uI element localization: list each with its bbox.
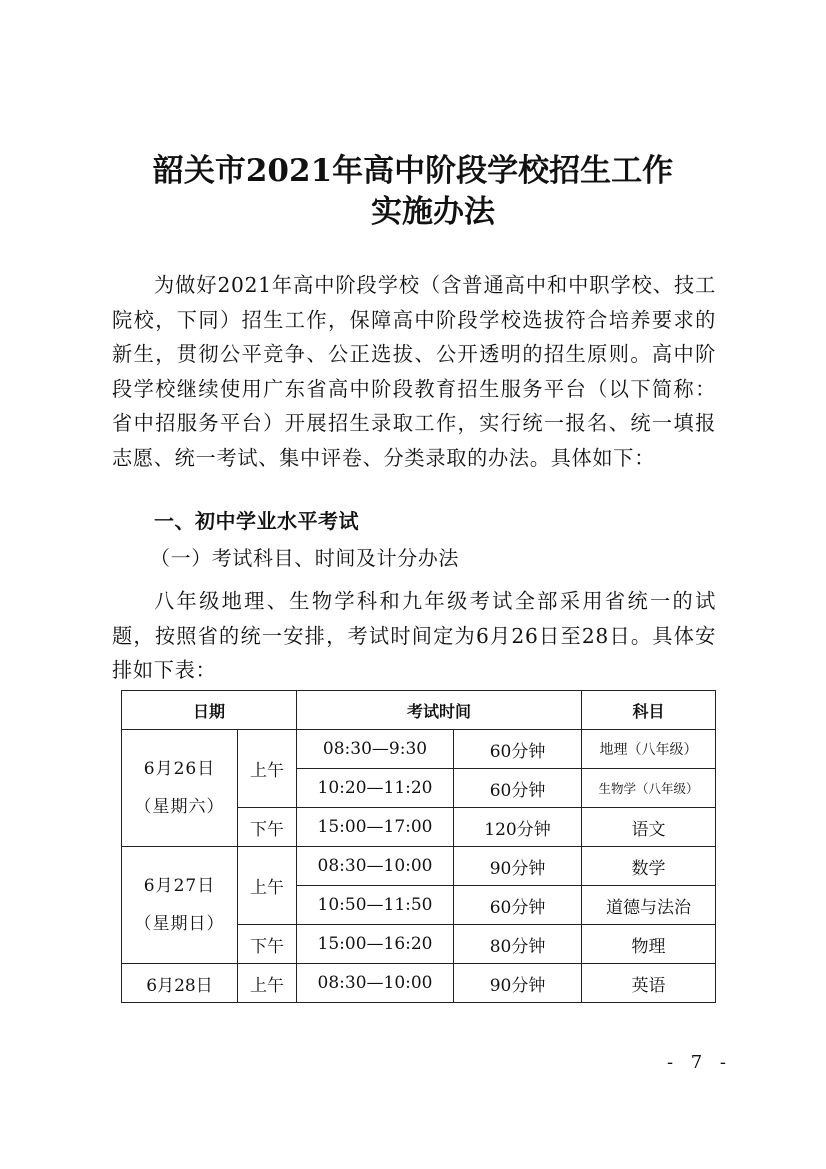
date-cell: 6月28日	[122, 964, 238, 1003]
document-title-line2: 实施办法	[371, 194, 495, 230]
header-date: 日期	[122, 691, 297, 730]
subject-cell: 语文	[582, 808, 716, 847]
period-am: 上午	[238, 964, 297, 1003]
header-subject: 科目	[582, 691, 716, 730]
subject-cell: 道德与法治	[582, 886, 716, 925]
time-cell: 10:20—11:20	[297, 769, 454, 808]
header-exam-time: 考试时间	[297, 691, 582, 730]
time-cell: 08:30—10:00	[297, 964, 454, 1003]
time-cell: 10:50—11:50	[297, 886, 454, 925]
date-label: 6月27日	[143, 876, 216, 896]
date-cell	[122, 730, 238, 847]
table-row	[122, 730, 716, 769]
subject-cell: 物理	[582, 925, 716, 964]
period-am: 上午	[238, 847, 297, 925]
exam-schedule-table	[121, 690, 716, 1003]
period-am: 上午	[238, 730, 297, 808]
duration-cell: 60分钟	[454, 769, 582, 808]
date-label: 6月26日	[143, 759, 216, 779]
schedule-paragraph: 八年级地理、生物学科和九年级考试全部采用省统一的试题，按照省的统一安排，考试时间定为6月26日至28日。具体安排如下表：	[112, 589, 716, 683]
subject-cell: 地理（八年级）	[582, 730, 716, 769]
table-row	[122, 847, 716, 886]
duration-cell: 90分钟	[454, 964, 582, 1003]
document-title-line1: 韶关市2021年高中阶段学校招生工作	[152, 153, 674, 189]
duration-cell: 90分钟	[454, 847, 582, 886]
date-cell	[122, 847, 238, 964]
duration-cell: 60分钟	[454, 886, 582, 925]
duration-cell: 80分钟	[454, 925, 582, 964]
subject-cell: 生物学（八年级）	[582, 769, 716, 808]
period-pm: 下午	[238, 925, 297, 964]
time-cell: 15:00—17:00	[297, 808, 454, 847]
subsection-heading: （一）考试科目、时间及计分办法	[150, 546, 459, 570]
weekday-label: （星期六）	[134, 797, 225, 817]
intro-paragraph: 为做好2021年高中阶段学校（含普通高中和中职学校、技工院校，下同）招生工作，保障高中阶段学校选拔符合培养要求的新生，贯彻公平竞争、公正选拔、公开透明的招生原则。高中阶段学校继续使用广东省高中阶段教育招生服务平台（以下简称：省中招服务平台）开展招生录取工作，实行统一报名、统一填报志愿、统一考试、集中评卷、分类录取的办法。具体如下：	[112, 273, 716, 470]
subject-cell: 英语	[582, 964, 716, 1003]
time-cell: 08:30—10:00	[297, 847, 454, 886]
table-row	[122, 964, 716, 1003]
time-cell: 15:00—16:20	[297, 925, 454, 964]
weekday-label: （星期日）	[134, 914, 225, 934]
section-heading: 一、初中学业水平考试	[154, 509, 359, 533]
period-pm: 下午	[238, 808, 297, 847]
duration-cell: 120分钟	[454, 808, 582, 847]
subject-cell: 数学	[582, 847, 716, 886]
time-cell: 08:30—9:30	[297, 730, 454, 769]
table-header-row	[122, 691, 716, 730]
duration-cell: 60分钟	[454, 730, 582, 769]
page-number: - 7 -	[666, 1052, 732, 1073]
